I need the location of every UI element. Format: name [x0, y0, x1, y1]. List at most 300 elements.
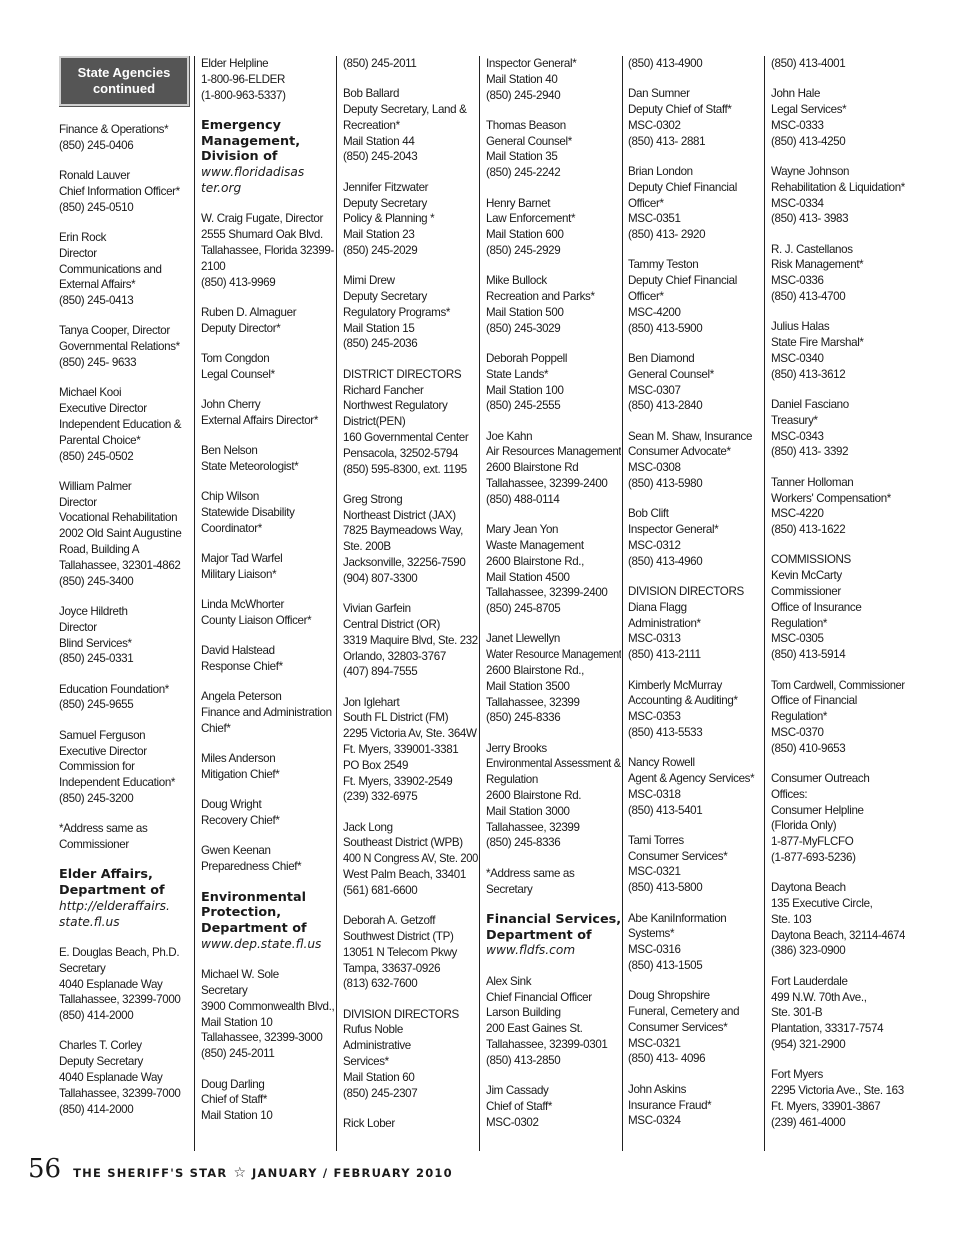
entry-line: Fort Lauderdale [771, 974, 848, 988]
entry-line: 400 N Congress AV, Ste. 200 [343, 852, 478, 866]
entry-line: Tampa, 33637-0926 [343, 961, 441, 975]
entry-line: Sean M. Shaw, Insurance [628, 429, 753, 443]
entry-line: *Address same as [486, 866, 575, 880]
entry-line: Agent & Agency Services* [628, 771, 755, 785]
directory-entry [486, 273, 621, 336]
entry-line: Tom Congdon [201, 351, 270, 365]
directory-entry [343, 492, 478, 587]
entry-line: 2600 Blairstone Rd., [486, 664, 585, 677]
directory-entry [771, 319, 905, 382]
entry-line: Charles T. Corley [59, 1039, 142, 1053]
entry-line: Law Enforcement* [486, 212, 576, 226]
entry-line: 3900 Commonwealth Blvd., [201, 999, 335, 1013]
entry-line: John Askins [628, 1082, 687, 1096]
entry-line: Abe KaniInformation [628, 911, 727, 925]
entry-line: Ste. 301-B [771, 1006, 823, 1020]
entry-line: Michael W. Sole [201, 968, 279, 982]
directory-entry [343, 601, 478, 680]
entry-line: (850) 413-4900 [628, 57, 703, 70]
entry-line: W. Craig Fugate, Director [201, 212, 324, 226]
entry-line: Kevin McCarty [771, 569, 842, 583]
entry-line: Workers' Compensation* [771, 491, 891, 505]
entry-line: Executive Director [59, 402, 147, 416]
entry-line: Jennifer Fitzwater [343, 180, 429, 194]
directory-entry [486, 196, 621, 259]
entry-line: (850) 414-2000 [59, 1009, 134, 1023]
entry-line: Tallahassee, 32399 [486, 695, 580, 709]
entry-line: Deputy Chief Financial [628, 274, 737, 288]
entry-line: MSC-0321 [628, 1036, 681, 1050]
entry-line: Officer* [628, 290, 664, 304]
directory-entry [201, 489, 336, 536]
entry-line: Jacksonville, 32256-7590 [343, 556, 466, 570]
entry-line: William Palmer [59, 479, 132, 493]
directory-entry [201, 351, 336, 383]
entry-line: Gwen Keenan [201, 844, 271, 858]
directory-entry [628, 56, 763, 72]
entry-line: (850) 245-2043 [343, 150, 418, 164]
directory-entry [628, 164, 763, 243]
entry-line: DIVISION DIRECTORS [628, 585, 744, 599]
directory-entry [628, 1082, 763, 1129]
entry-line: Jim Cassady [486, 1084, 549, 1098]
entry-line: MSC-0321 [628, 865, 681, 879]
entry-line: Director [59, 246, 97, 260]
entry-line: Mail Station 23 [343, 228, 415, 242]
entry-line: Mail Station 100 [486, 383, 564, 397]
entry-line: (1-800-963-5337) [201, 88, 286, 102]
entry-line: (850) 245-2011 [343, 57, 417, 70]
entry-line: Preparedness Chief* [201, 860, 302, 874]
entry-line: MSC-0343 [771, 429, 824, 443]
directory-entry [771, 242, 905, 305]
entry-line: Orlando, 32803-3767 [343, 649, 446, 663]
entry-line: (850) 413-5533 [628, 725, 703, 739]
entry-line: (850) 413-4250 [771, 134, 846, 148]
entry-line: (850) 413-5900 [628, 321, 703, 335]
directory-entry [486, 974, 621, 1069]
entry-line: Commissioner [771, 585, 841, 599]
entry-line: Administration* [628, 616, 701, 630]
entry-line: (850) 245-8705 [486, 602, 561, 616]
directory-entry [201, 56, 336, 103]
directory-entry [343, 273, 478, 352]
entry-line: Thomas Beason [486, 118, 566, 132]
entry-line: Parental Choice* [59, 433, 141, 447]
entry-line: Tallahassee, 32399-7000 [59, 1086, 181, 1100]
entry-line: Recovery Chief* [201, 814, 280, 828]
entry-line: Mail Station 500 [486, 305, 564, 319]
department-header [486, 912, 621, 959]
section-badge [59, 56, 189, 106]
directory-entry [201, 305, 336, 337]
entry-line: Mail Station 10 [201, 1109, 273, 1123]
entry-line: Central District (OR) [343, 617, 440, 631]
entry-line: (850) 245-0331 [59, 652, 134, 666]
entry-line: Tallahassee, 32399-7000 [59, 993, 181, 1007]
entry-line: 2295 Victoria Ave., Ste. 163 [771, 1084, 904, 1098]
department-url[interactable]: http://elderaffairs. [59, 898, 170, 913]
entry-line: 160 Governmental Center [343, 430, 469, 444]
entry-line: Deborah Poppell [486, 351, 568, 365]
entry-line: (813) 632-7600 [343, 977, 418, 991]
directory-entry [343, 56, 478, 72]
entry-line: 7825 Baymeadows Way, [343, 524, 463, 538]
entry-line: Dan Sumner [628, 87, 690, 101]
entry-line: Mary Jean Yon [486, 523, 559, 537]
department-url[interactable]: ter.org [201, 181, 242, 196]
entry-line: Mail Station 3500 [486, 679, 570, 693]
entry-line: Legal Services* [771, 103, 847, 117]
directory-entry [59, 385, 191, 464]
directory-entry [201, 967, 336, 1062]
entry-line: Deputy Secretary [343, 290, 427, 304]
entry-line: Recreation* [343, 118, 400, 132]
directory-entry [771, 678, 905, 757]
entry-line: Tallahassee, Florida 32399- [201, 243, 334, 257]
entry-line: (239) 332-6975 [343, 790, 418, 804]
entry-line: Secretary [486, 882, 533, 896]
entry-line: (850) 414-2000 [59, 1102, 134, 1116]
entry-line: Deputy Chief of Staff* [628, 103, 732, 117]
entry-line: Mail Station 4500 [486, 570, 570, 584]
entry-line: Diana Flagg [628, 600, 687, 614]
entry-line: Mimi Drew [343, 274, 395, 288]
entry-line: John Hale [771, 87, 821, 101]
entry-line: Policy & Planning * [343, 212, 435, 226]
entry-line: (850) 245-2940 [486, 88, 561, 102]
entry-line: Tallahassee, 32399 [486, 820, 580, 834]
entry-line: Henry Barnet [486, 196, 551, 210]
directory-entry [628, 506, 763, 569]
entry-line: (386) 323-0900 [771, 944, 846, 958]
entry-line: Jack Long [343, 820, 393, 834]
entry-line: General Counsel* [486, 134, 572, 148]
entry-line: Tallahassee, 32301-4862 [59, 558, 181, 572]
directory-entry [486, 522, 621, 617]
entry-line: Mike Bullock [486, 274, 547, 288]
entry-line: Administrative [343, 1039, 411, 1053]
entry-line: David Halstead [201, 644, 275, 658]
entry-line: (407) 894-7555 [343, 665, 418, 679]
entry-line: 2002 Old Saint Augustine [59, 527, 182, 541]
entry-line: (850) 488-0114 [486, 492, 560, 506]
entry-line: MSC-0305 [771, 632, 824, 646]
star-icon: ☆ [233, 1164, 246, 1180]
entry-line: Ste. 200B [343, 540, 391, 554]
entry-line: Tallahassee, 32399-0301 [486, 1037, 608, 1051]
directory-entry [628, 86, 763, 149]
entry-line: Blind Services* [59, 636, 132, 650]
entry-line: (850) 245-2929 [486, 243, 561, 257]
entry-line: Chief* [201, 722, 231, 735]
department-url[interactable]: state.fl.us [59, 914, 120, 929]
entry-line: MSC-0340 [771, 351, 824, 365]
department-name: Protection, [201, 905, 282, 921]
page-footer [28, 1154, 453, 1184]
entry-line: West Palm Beach, 33401 [343, 868, 466, 882]
entry-line: Response Chief* [201, 660, 283, 674]
department-name: Financial Services, [486, 911, 621, 927]
department-name: Department of [59, 883, 165, 899]
directory-entry [201, 443, 336, 475]
department-url[interactable]: www.fldfs.com [486, 943, 576, 958]
entry-line: MSC-0316 [628, 943, 681, 957]
entry-line: Funeral, Cemetery and [628, 1005, 740, 1019]
directory-entry [59, 122, 191, 154]
directory-entry [628, 833, 763, 896]
entry-line: Office of Financial [771, 694, 857, 708]
entry-line: (1-877-693-5236) [771, 850, 856, 864]
entry-line: Mail Station 44 [343, 134, 415, 148]
entry-line: Jerry Brooks [486, 741, 547, 755]
entry-line: Joe Kahn [486, 429, 533, 443]
directory-entry [201, 211, 336, 290]
directory-entry [201, 689, 336, 736]
department-name: Management, [201, 133, 301, 149]
entry-line: (850) 413-2850 [486, 1053, 561, 1067]
entry-line: Water Resource Management [486, 648, 621, 662]
entry-line: (850) 413-5914 [771, 648, 846, 662]
entry-line: DISTRICT DIRECTORS [343, 367, 462, 381]
entry-line: (850) 245-2036 [343, 337, 418, 351]
entry-line: State Lands* [486, 367, 549, 381]
entry-line: Chief Financial Officer [486, 990, 592, 1004]
entry-line: 2100 [201, 259, 226, 273]
entry-line: MSC-0353 [628, 710, 681, 724]
directory-entry [59, 945, 191, 1024]
entry-line: Statewide Disability [201, 506, 295, 520]
entry-line: (850) 245-0510 [59, 200, 134, 214]
entry-line: (850) 245-0413 [59, 294, 134, 308]
entry-line: COMMISSIONS [771, 553, 851, 567]
entry-line: Rehabilitation & Liquidation* [771, 180, 905, 194]
entry-line: State Fire Marshal* [771, 336, 864, 350]
department-name: Elder Affairs, [59, 867, 153, 883]
entry-line: (850) 413-4960 [628, 554, 703, 568]
entry-line: Ruben D. Almaguer [201, 305, 297, 319]
column-4 [486, 56, 621, 1151]
entry-line: MSC-0351 [628, 212, 681, 226]
department-name: Emergency [201, 117, 281, 133]
entry-line: Accounting & Auditing* [628, 694, 738, 708]
entry-line: MSC-0334 [771, 196, 824, 210]
entry-line: Environmental Assessment & [486, 757, 621, 771]
directory-entry [201, 597, 336, 629]
department-name: Department of [486, 927, 592, 943]
entry-line: MSC-4220 [771, 507, 824, 521]
directory-entry [486, 118, 621, 181]
entry-line: Services* [343, 1055, 389, 1069]
directory-entry [343, 1007, 478, 1102]
entry-line: Alex Sink [486, 974, 532, 988]
entry-line: Risk Management* [771, 258, 864, 272]
entry-line: Kimberly McMurray [628, 678, 722, 692]
entry-line: Office of Insurance [771, 600, 862, 614]
entry-line: (850) 413-4700 [771, 290, 846, 304]
entry-line: (850) 413-1622 [771, 523, 846, 537]
entry-line: Treasury* [771, 413, 818, 427]
department-header [201, 118, 336, 197]
entry-line: Director [59, 495, 97, 509]
column-5 [628, 56, 763, 1151]
entry-line: R. J. Castellanos [771, 242, 853, 256]
column-6 [771, 56, 905, 1151]
directory-entry [59, 479, 191, 590]
entry-line: 499 N.W. 70th Ave., [771, 990, 867, 1004]
entry-line: PO Box 2549 [343, 758, 409, 772]
entry-line: Greg Strong [343, 492, 403, 506]
department-name: Department of [201, 921, 307, 937]
entry-line: (904) 807-3300 [343, 571, 418, 585]
column-3 [343, 56, 478, 1151]
entry-line: (850) 245-2029 [343, 243, 418, 257]
entry-line: Northwest Regulatory [343, 399, 448, 413]
directory-entry [59, 821, 191, 853]
entry-line: MSC-0312 [628, 538, 681, 552]
entry-line: (850) 413- 3983 [771, 212, 849, 226]
entry-line: External Affairs* [59, 278, 136, 292]
entry-line: Recreation and Parks* [486, 290, 595, 304]
entry-line: Finance & Operations* [59, 123, 169, 136]
entry-line: 2600 Blairstone Rd [486, 461, 579, 475]
entry-line: (850) 245-2555 [486, 399, 561, 413]
directory-entry [628, 755, 763, 818]
entry-line: Military Liaison* [201, 567, 277, 581]
entry-line: Tallahassee, 32399-3000 [201, 1031, 323, 1045]
directory-entry [59, 604, 191, 667]
entry-line: (850) 245-2307 [343, 1086, 418, 1100]
entry-line: Governmental Relations* [59, 340, 180, 354]
entry-line: Janet Llewellyn [486, 632, 561, 646]
department-url[interactable]: www.floridadisas [201, 165, 305, 180]
entry-line: Rufus Noble [343, 1023, 403, 1037]
directory-entry [59, 230, 191, 309]
directory-entry [771, 1067, 905, 1130]
entry-line: Mitigation Chief* [201, 768, 280, 782]
entry-line: Deputy Secretary [343, 196, 427, 210]
directory-entry [628, 988, 763, 1067]
entry-line: 3319 Maquire Blvd, Ste. 232 [343, 633, 478, 647]
entry-line: Erin Rock [59, 230, 107, 244]
entry-line: Waste Management [486, 538, 584, 552]
directory-entry [628, 257, 763, 336]
entry-line: Mail Station 60 [343, 1070, 415, 1084]
entry-line: State Meteorologist* [201, 459, 299, 473]
directory-entry [201, 843, 336, 875]
entry-line: Rick Lober [343, 1116, 395, 1130]
entry-line: Deputy Chief Financial [628, 180, 737, 194]
entry-line: Mail Station 40 [486, 72, 558, 86]
entry-line: DIVISION DIRECTORS [343, 1007, 459, 1021]
directory-entry [59, 728, 191, 807]
entry-line: Independent Education & [59, 417, 182, 431]
entry-line: Secretary [59, 961, 106, 975]
entry-line: South FL District (FM) [343, 711, 449, 725]
entry-line: Commission for [59, 760, 135, 774]
directory-entry [771, 164, 905, 227]
entry-line: MSC-0302 [486, 1115, 539, 1129]
entry-line: Deborah A. Getzoff [343, 914, 436, 928]
directory-entry [771, 552, 905, 663]
directory-entry [486, 429, 621, 508]
directory-entry [59, 682, 191, 714]
entry-line: MSC-0313 [628, 632, 681, 646]
directory-entry [486, 631, 621, 726]
entry-line: (850) 245-8336 [486, 836, 561, 850]
entry-line: Daniel Fasciano [771, 398, 849, 412]
directory-entry [343, 367, 478, 478]
directory-entry [201, 797, 336, 829]
entry-line: Ft. Myers, 339001-3381 [343, 742, 459, 756]
entry-line: Mail Station 600 [486, 228, 564, 242]
entry-line: Regulation [486, 773, 538, 787]
directory-entry [486, 866, 621, 898]
entry-line: Director [59, 620, 97, 634]
entry-line: (850) 413- 4096 [628, 1052, 706, 1066]
entry-line: Jon Iglehart [343, 695, 400, 709]
directory-entry [628, 429, 763, 492]
entry-line: (Florida Only) [771, 819, 837, 833]
directory-entry [201, 751, 336, 783]
directory-entry [628, 911, 763, 974]
entry-line: (850) 413-5401 [628, 803, 703, 817]
directory-entry [771, 880, 905, 959]
entry-line: (954) 321-2900 [771, 1037, 846, 1051]
directory-entry [486, 1083, 621, 1130]
entry-line: (850) 413-9969 [201, 275, 276, 289]
entry-line: Joyce Hildreth [59, 604, 128, 618]
directory-entry [59, 168, 191, 215]
entry-line: Tallahassee, 32399-2400 [486, 477, 608, 491]
entry-line: Miles Anderson [201, 752, 276, 766]
entry-line: Finance and Administration [201, 706, 332, 720]
directory-entry [628, 678, 763, 741]
entry-line: (850) 245-2242 [486, 166, 561, 180]
entry-line: Southwest District (TP) [343, 929, 454, 943]
entry-line: Northeast District (JAX) [343, 508, 456, 522]
entry-line: Coordinator* [201, 521, 262, 535]
entry-line: Chief of Staff* [201, 1093, 268, 1107]
entry-line: 1-800-96-ELDER [201, 72, 286, 86]
column-2 [201, 56, 336, 1151]
entry-line: Ste. 103 [771, 912, 812, 926]
entry-line: (850) 245-2011 [201, 1047, 275, 1061]
entry-line: Daytona Beach [771, 881, 846, 895]
entry-line: MSC-0370 [771, 725, 824, 739]
entry-line: Daytona Beach, 32114-4674 [771, 928, 905, 942]
entry-line: 200 East Gaines St. [486, 1022, 583, 1036]
entry-line: Doug Shropshire [628, 989, 710, 1003]
directory-entry [486, 351, 621, 414]
entry-line: Deputy Secretary, Land & [343, 103, 467, 117]
entry-line: Consumer Advocate* [628, 445, 731, 459]
entry-line: (850) 413-5980 [628, 477, 703, 491]
entry-line: Wayne Johnson [771, 164, 850, 178]
directory-entry [628, 584, 763, 663]
entry-line: Inspector General* [486, 57, 577, 70]
entry-line: MSC-0333 [771, 118, 824, 132]
department-url[interactable]: www.dep.state.fl.us [201, 936, 322, 951]
entry-line: MSC-0318 [628, 787, 681, 801]
entry-line: 2295 Victoria Av, Ste. 364W [343, 727, 477, 741]
entry-line: Major Tad Warfel [201, 552, 283, 566]
entry-line: (850) 413- 2920 [628, 228, 706, 242]
directory-entry [59, 1038, 191, 1117]
section-badge-text: State Agencies [77, 65, 171, 80]
entry-line: (850) 413- 3392 [771, 445, 849, 459]
entry-line: Nancy Rowell [628, 756, 695, 770]
